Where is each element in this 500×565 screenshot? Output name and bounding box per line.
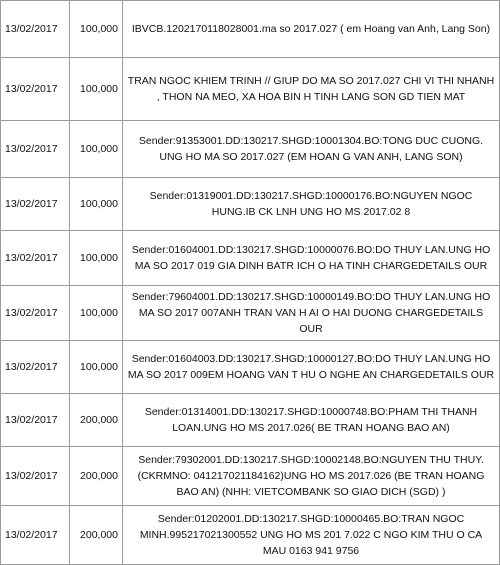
table-row (1, 506, 500, 565)
amount-cell: 100,000 (70, 121, 123, 178)
description-cell: Sender:79604001.DD:130217.SHGD:10000149.BO:DO THUY LAN.UNG HO MA SO 2017 007ANH TRAN VAN H AI O HAI DUONG CHARGEDETAILS OUR (123, 286, 500, 341)
description-cell: Sender:79302001.DD:130217.SHGD:10002148.BO:NGUYEN THU THUY.(CKRMNO: 0412170211841​62)UNG HO MS 2017.026 (BE TRAN HOANG BAO AN) (NHH: VIETCOMBANK SO GIAO DICH (SGD) ) (123, 447, 500, 506)
description-cell: Sender:01319001.DD:130217.SHGD:10000176.BO:NGUYEN NGOC HUNG.IB CK LNH UNG HO MS 2017.02 8 (123, 178, 500, 231)
amount-cell: 200,000 (70, 394, 123, 447)
table-row (1, 394, 500, 447)
date-cell: 13/02/2017 (1, 121, 70, 178)
amount-cell: 100,000 (70, 341, 123, 394)
amount-cell: 100,000 (70, 231, 123, 286)
description-cell: IBVCB.1202170118028001.ma so 2017.027 ( em Hoang van Anh, Lang Son) (123, 1, 500, 58)
table-row (1, 231, 500, 286)
table-row (1, 341, 500, 394)
description-cell: Sender:01604001.DD:130217.SHGD:10000076.BO:DO THUY LAN.UNG HO MA SO 2017 019 GIA DINH BATR ICH O HA TINH CHARGEDETAILS OUR (123, 231, 500, 286)
amount-cell: 100,000 (70, 58, 123, 121)
date-cell: 13/02/2017 (1, 394, 70, 447)
table-row (1, 178, 500, 231)
date-cell: 13/02/2017 (1, 1, 70, 58)
amount-cell: 200,000 (70, 506, 123, 565)
table-row (1, 447, 500, 506)
table-row (1, 1, 500, 58)
amount-cell: 100,000 (70, 178, 123, 231)
date-cell: 13/02/2017 (1, 231, 70, 286)
date-cell: 13/02/2017 (1, 447, 70, 506)
date-cell: 13/02/2017 (1, 341, 70, 394)
description-cell: Sender:01314001.DD:130217.SHGD:10000748.BO:PHAM THI THANH LOAN.UNG HO MS 2017.026( BE TRAN HOANG BAO AN) (123, 394, 500, 447)
description-cell: Sender:01604003.DD:130217.SHGD:10000127.BO:DO THUY LAN.UNG HO MA SO 2017 009EM HOANG VAN T HU O NGHE AN CHARGEDETAILS OUR (123, 341, 500, 394)
description-cell: Sender:01202001.DD:130217.SHGD:10000465.BO:TRAN NGOC MINH.995217021300552 UNG HO MS 201 7.022 C NGO KIM THU O CA MAU 0163 941 9756 (123, 506, 500, 565)
table-row (1, 58, 500, 121)
amount-cell: 100,000 (70, 1, 123, 58)
table-row (1, 286, 500, 341)
date-cell: 13/02/2017 (1, 506, 70, 565)
description-cell: Sender:91353001.DD:130217.SHGD:10001304.BO:TONG DUC CUONG. UNG HO MA SO 2017.027 (EM HOAN G VAN ANH, LANG SON) (123, 121, 500, 178)
amount-cell: 100,000 (70, 286, 123, 341)
table-row (1, 121, 500, 178)
date-cell: 13/02/2017 (1, 58, 70, 121)
date-cell: 13/02/2017 (1, 286, 70, 341)
amount-cell: 200,000 (70, 447, 123, 506)
date-cell: 13/02/2017 (1, 178, 70, 231)
description-cell: TRAN NGOC KHIEM TRINH // GIUP DO MA SO 2017.027 CHI VI THI NHANH , THON NA MEO, XA HOA BIN H TINH LANG SON GD TIEN MAT (123, 58, 500, 121)
